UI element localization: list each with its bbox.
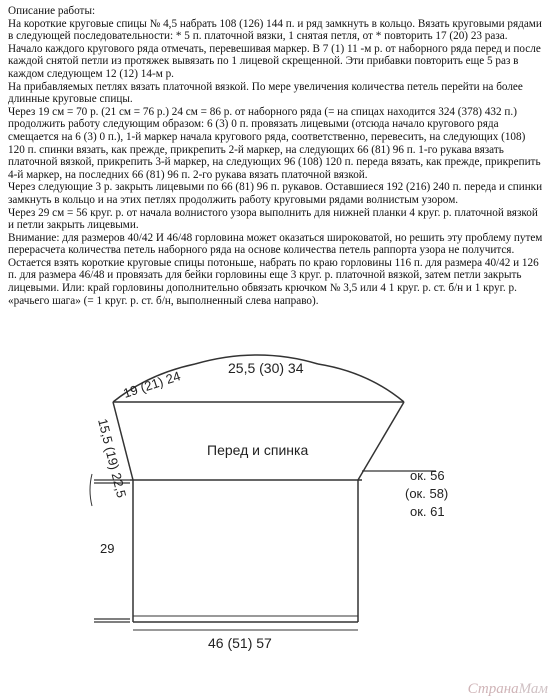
description-text — [8, 5, 544, 307]
length-arc-left — [90, 474, 92, 506]
yoke-slope-label: 19 (21) 24 — [121, 368, 183, 401]
paragraph: Внимание: для размеров 40/42 И 46/48 горловина может оказаться широковатой, но решить эту проблему путем перерасчета количества петель наборного ряда на основе количества петель раппорта узора не получится. — [8, 231, 543, 257]
chest-line-1: ок. 56 — [410, 468, 445, 483]
body-length-label: 29 — [100, 541, 115, 556]
chest-line-3: ок. 61 — [410, 504, 445, 519]
chest-line-2: (ок. 58) — [405, 486, 449, 501]
paragraph: Начало каждого кругового ряда отмечать, перевешивая маркер. В 7 (1) 11 -м р. от наборного ряда перед и после каждой снятой петли из протяжек вывязать по 1 лицевой скрещенной. Эти прибавки повторить еще 5 раз в каждом следующем 12 (12) 14-м р. — [8, 42, 541, 80]
paragraph: Через 19 см = 70 р. (21 см = 76 р.) 24 см = 86 р. от наборного ряда (= на спицах находится 324 (378) 432 п.) продолжить работу следующим образом: 6 (3) 0 п. провязать лицевыми (отсюда начало кругового ряда смещается на 6 (3) 0 п.), 1-й маркер начала кругового ряда, соответственно, перевесить, на следующих (108) 120 п. спинки вязать, как прежде, прикрепить 2-й маркер, на следующих 66 (81) 96 п. 1-го рукава вязать платочной вязкой, прикрепить 3-й маркер, на следующих 96 (108) 120 п. переда вязать, как прежде, прикрепить 4-й маркер, на последних 66 (81) 96 п. 2-го рукава вязать платочной вязкой. — [8, 105, 541, 181]
site-watermark — [468, 681, 548, 698]
pattern-diagram — [0, 340, 552, 700]
paragraph: Через следующие 3 р. закрыть лицевыми по 66 (81) 96 п. рукавов. Оставшиеся 192 (216) 240 п. переда и спинки замкнуть в кольцо и на этих петлях продолжить работу круговыми рядами волнистым узором. — [8, 181, 543, 206]
yoke-right-curve — [318, 364, 404, 402]
paragraph: Через 29 см = 56 круг. р. от начала волнистого узора выполнить для нижней планки 4 круг. р. платочной вязкой и петли закрыть лицевыми. — [8, 206, 538, 232]
paragraph: На короткие круговые спицы № 4,5 набрать 108 (126) 144 п. и ряд замкнуть в кольцо. Вязать круговыми рядами в следующей последовательности: * 5 п. платочной вязки, 1 снятая петля, от * повторить 17 (20) 23 раза. — [8, 17, 542, 43]
watermark-part2: Мам — [518, 681, 548, 697]
watermark-part1: Страна — [467, 681, 519, 697]
yoke-right-edge — [358, 402, 404, 480]
bottom-width-label: 46 (51) 57 — [208, 635, 272, 651]
paragraph: На прибавляемых петлях вязать платочной вязкой. По мере увеличения количества петель перейти на более длинные круговые спицы. — [8, 80, 523, 106]
yoke-height-label: 15,5 (19) 22,5 — [95, 417, 130, 500]
description-title: Описание работы: — [8, 5, 96, 17]
paragraph: Остается взять короткие круговые спицы потоньше, набрать по краю горловины 116 п. для размера 40/42 и 126 п. для размера 46/48 и провязать для бейки горловины еще 3 круг. р. платочной вязкой, затем петли закрыть лицевыми. Или: край горловины дополнительно обвязать крючком № 3,5 или 4 1 круг. р. ст. б/н и 1 круг. р. «рачьего шага» (= 1 круг. р. ст. б/н, выполненный слева направо). — [8, 256, 539, 307]
top-measure-label: 25,5 (30) 34 — [228, 360, 304, 376]
piece-label: Перед и спинка — [207, 442, 309, 458]
